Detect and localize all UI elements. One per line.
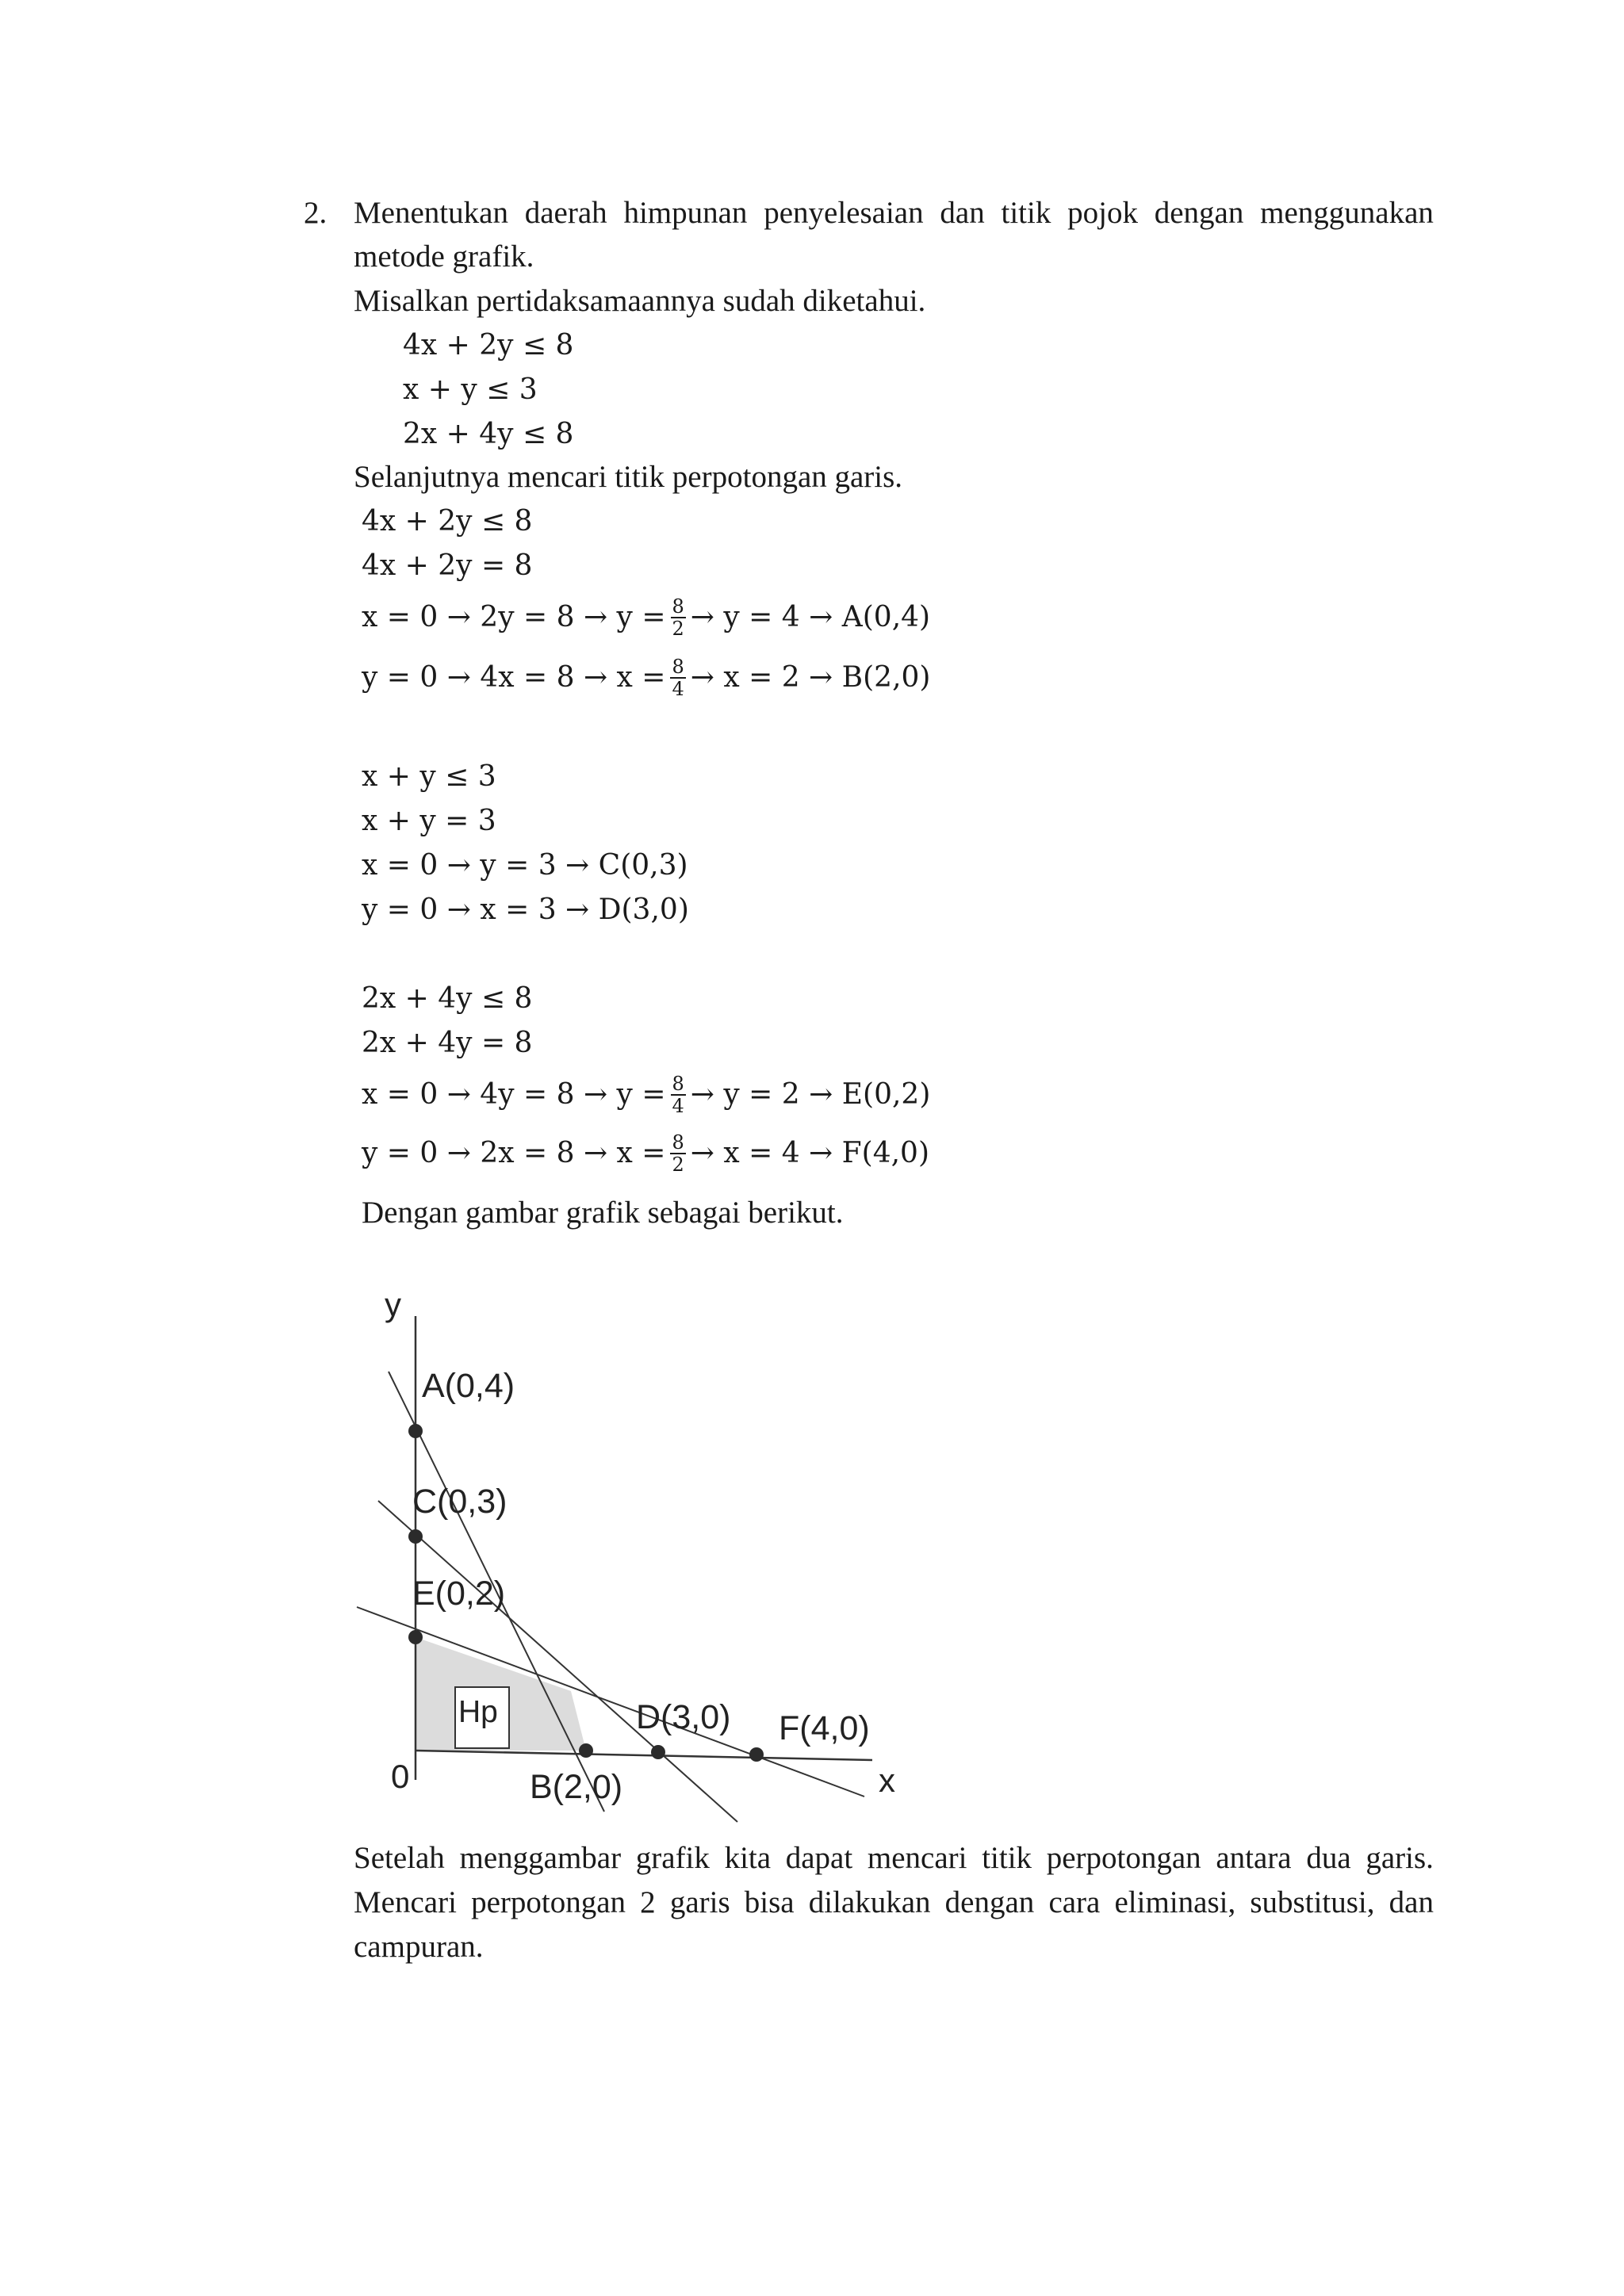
word: titik: [982, 1841, 1032, 1875]
item-number: 2.: [304, 196, 327, 230]
word: cara: [1048, 1885, 1101, 1919]
point-b: [579, 1743, 593, 1758]
graph-intro: Dengan gambar grafik sebagai berikut.: [362, 1196, 844, 1230]
word: mencari: [867, 1841, 967, 1875]
label-point-a: A(0,4): [422, 1367, 515, 1405]
line1-y-zero-step: y = 0 → 4x = 8 → x = $\frac{8}{4}$ → x = 2 → B(2,0): [362, 656, 931, 700]
closing-line-3: campuran.: [354, 1930, 484, 1964]
word: perpotongan: [1046, 1841, 1201, 1875]
word: dengan: [1154, 196, 1244, 230]
word: dilakukan: [808, 1885, 931, 1919]
point-f: [749, 1747, 764, 1762]
word: perpotongan: [471, 1885, 626, 1919]
closing-line-1: [354, 1841, 1434, 1876]
line3-x-zero-step: x = 0 → 4y = 8 → y = $\frac{8}{4}$ → y = 2 → E(0,2): [362, 1073, 931, 1117]
word: eliminasi,: [1114, 1885, 1236, 1919]
line1-x-zero-step: x = 0 → 2y = 8 → y = $\frac{8}{2}$ → y = 4 → A(0,4): [362, 595, 931, 640]
word: garis: [669, 1885, 730, 1919]
label-point-f: F(4,0): [779, 1709, 870, 1747]
word: dapat: [785, 1841, 853, 1875]
fraction: $\frac{8}{2}$: [672, 595, 684, 640]
point-c: [408, 1529, 423, 1544]
word: bisa: [744, 1885, 795, 1919]
line1-equation: 4x + 2y = 8: [362, 549, 533, 582]
word: dan: [1388, 1885, 1434, 1919]
x-axis-line: [416, 1751, 872, 1760]
hp-label: Hp: [458, 1695, 498, 1729]
word: garis.: [1365, 1841, 1434, 1875]
line3-equation: 2x + 4y = 8: [362, 1027, 533, 1059]
word: grafik: [635, 1841, 710, 1875]
inequality-3: 2x + 4y ≤ 8: [403, 418, 574, 450]
word: Setelah: [354, 1841, 445, 1875]
word: Menentukan: [354, 196, 508, 230]
word: dua: [1306, 1841, 1351, 1875]
origin-label: 0: [391, 1758, 410, 1795]
intersection-intro: Selanjutnya mencari titik perpotongan garis.: [354, 460, 903, 494]
word: dengan: [944, 1885, 1035, 1919]
y-axis-label: y: [385, 1286, 401, 1323]
point-d: [651, 1745, 665, 1759]
word: pojok: [1067, 196, 1138, 230]
closing-line-2: [354, 1885, 1434, 1920]
intro-text: Misalkan pertidaksamaannya sudah diketahui.: [354, 284, 926, 318]
x-axis-label: x: [879, 1762, 895, 1799]
fraction: $\frac{8}{4}$: [672, 656, 684, 700]
line3-inequality: 2x + 4y ≤ 8: [362, 982, 533, 1015]
word: substitusi,: [1250, 1885, 1375, 1919]
line3-y-zero-step: y = 0 → 2x = 8 → x = $\frac{8}{2}$ → x = 4 → F(4,0): [362, 1131, 929, 1176]
point-e: [408, 1630, 423, 1644]
word: dan: [940, 196, 985, 230]
fraction: $\frac{8}{2}$: [672, 1131, 684, 1176]
word: menggambar: [459, 1841, 622, 1875]
line2-equation: x + y = 3: [362, 805, 496, 837]
line2-inequality: x + y ≤ 3: [362, 760, 496, 793]
word: menggunakan: [1260, 196, 1434, 230]
word: antara: [1216, 1841, 1292, 1875]
word: 2: [640, 1885, 656, 1919]
label-point-c: C(0,3): [412, 1483, 508, 1521]
word: daerah: [524, 196, 607, 230]
word: penyelesaian: [764, 196, 924, 230]
word: titik: [1001, 196, 1051, 230]
word: himpunan: [623, 196, 748, 230]
heading-line-2: metode grafik.: [354, 239, 534, 274]
line1-inequality: 4x + 2y ≤ 8: [362, 505, 533, 538]
fraction: $\frac{8}{4}$: [672, 1073, 684, 1117]
word: kita: [724, 1841, 772, 1875]
label-point-b: B(2,0): [530, 1768, 623, 1806]
line2-y-zero-step: y = 0 → x = 3 → D(3,0): [362, 894, 689, 926]
inequality-2: x + y ≤ 3: [403, 373, 538, 406]
label-point-d: D(3,0): [636, 1698, 731, 1736]
line2-x-zero-step: x = 0 → y = 3 → C(0,3): [362, 849, 688, 882]
inequality-1: 4x + 2y ≤ 8: [403, 329, 574, 362]
word: Mencari: [354, 1885, 457, 1919]
label-point-e: E(0,2): [412, 1575, 506, 1613]
point-a: [408, 1424, 423, 1438]
